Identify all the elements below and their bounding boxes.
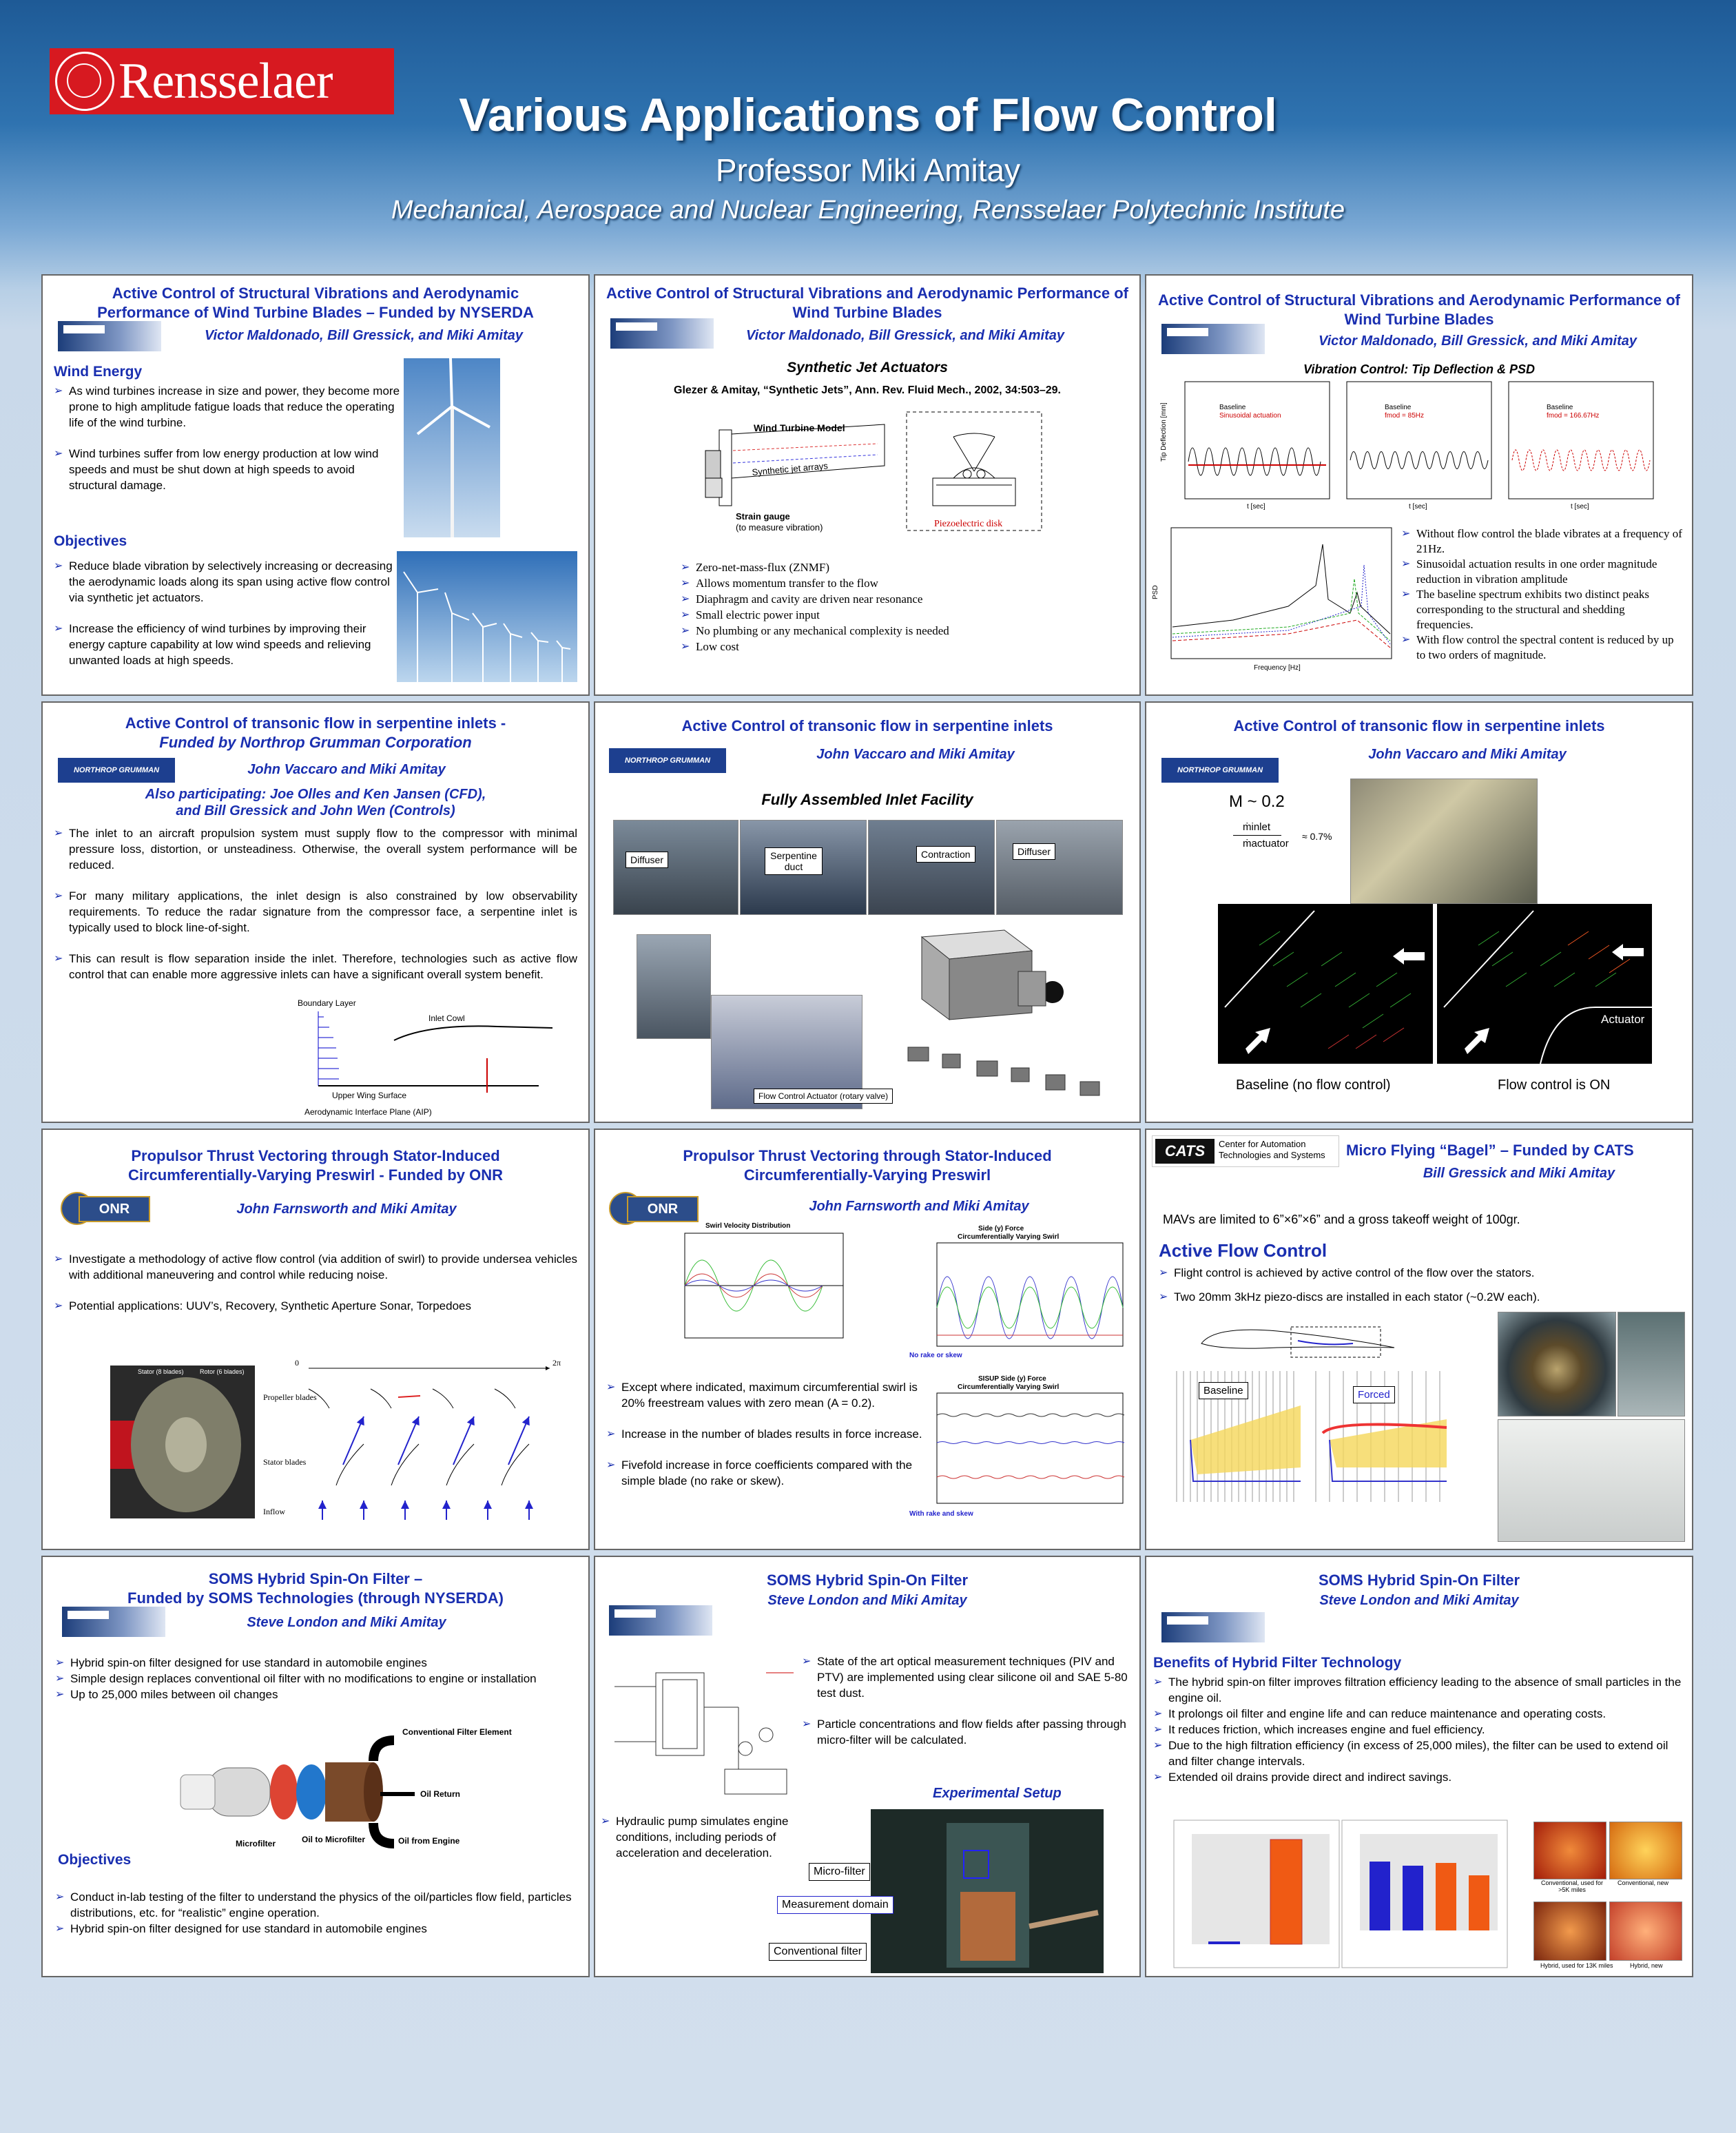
panel-funding: Funded by Northrop Grumman Corporation [159, 734, 472, 751]
panel-title: Active Control of transonic flow in serpentine inlets [681, 717, 1053, 734]
panel-inlet-facility [594, 701, 1141, 1123]
list-item: ➢ Investigate a methodology of active flow control (via addition of swirl) to provide undersea vehicles with additional maneuvering and control while reducing noise. [54, 1251, 577, 1283]
axis-two-pi: 2π [552, 1358, 561, 1368]
x-axis-label: t [sec] [1409, 503, 1427, 511]
label-micro-filter: Micro-filter [809, 1863, 870, 1881]
list-item: ➢ Simple design replaces conventional oil filter with no modifications to engine or installation [55, 1671, 579, 1687]
cats-name: Center for Automation Technologies and Systems [1219, 1139, 1325, 1160]
label-diffuser: Diffuser [626, 852, 668, 868]
panel-authors: Victor Maldonado, Bill Gressick, and Miki Amitay [746, 328, 1064, 343]
chart-title: Side (y) Force [978, 1225, 1024, 1233]
label-baseline: Baseline [1199, 1382, 1248, 1399]
panel-piv-results [1145, 701, 1693, 1123]
list-item: ➢ Except where indicated, maximum circumferential swirl is 20% freestream values with zero mean (A = 0.2). [606, 1379, 937, 1411]
section-heading: Objectives [58, 1852, 132, 1868]
list-item: ➢ Increase in the number of blades results in force increase. [606, 1426, 937, 1442]
psd-y-label: PSD [1152, 585, 1159, 599]
label-conventional-filter: Conventional filter [769, 1943, 867, 1961]
wind-farm-photo [397, 551, 577, 682]
list-item: ➢ Up to 25,000 miles between oil changes [55, 1687, 579, 1702]
list-item: ➢ Due to the high filtration efficiency (in excess of 25,000 miles), the filter can be used to extend oil and filter change intervals. [1153, 1738, 1686, 1769]
panel-serpentine-intro [41, 701, 590, 1123]
section-heading: Objectives [54, 533, 127, 549]
label-forced: Forced [1353, 1386, 1395, 1403]
panel-funding: Funded by SOMS Technologies (through NYSERDA) [127, 1589, 504, 1607]
northrop-logo: NORTHROP GRUMMAN [609, 748, 726, 773]
panel-title: Active Control of transonic flow in serpentine inlets - [125, 714, 506, 732]
panel-title: Propulsor Thrust Vectoring through Stator-Induced Circumferentially-Varying Preswirl - Funded by ONR [127, 1147, 504, 1184]
legend-baseline: Baseline [1219, 404, 1246, 411]
caption-flow-control: Flow control is ON [1498, 1078, 1611, 1093]
panel-title: Active Control of transonic flow in serpentine inlets [1233, 717, 1605, 734]
panel-authors: John Vaccaro and Miki Amitay [816, 747, 1015, 762]
label-measurement-domain: Measurement domain [777, 1896, 893, 1914]
x-axis-label: t [sec] [1247, 503, 1265, 511]
section-heading: Active Flow Control [1159, 1240, 1327, 1261]
rig-photo-small [637, 934, 711, 1039]
panel-title: SOMS Hybrid Spin-On Filter – [208, 1570, 423, 1587]
label-no-rake: No rake or skew [909, 1352, 962, 1359]
panel-participants: and Bill Gressick and John Wen (Controls) [176, 803, 455, 818]
legend-fmod-85: fmod = 85Hz [1385, 412, 1424, 420]
experimental-setup-photo [871, 1809, 1104, 1973]
label-diffuser: Diffuser [1013, 843, 1055, 860]
list-item: ➢ Without flow control the blade vibrates at a frequency of 21Hz. [1401, 526, 1684, 557]
benefits-list [1153, 1674, 1686, 1785]
caption-baseline: Baseline (no flow control) [1236, 1078, 1391, 1093]
list-item: ➢ This can result is flow separation inside the inlet. Therefore, technologies such as active flow control that can enable more aggressive inlets can have a significant overall system benefit. [54, 951, 577, 982]
list-item: ➢ The inlet to an aircraft propulsion system must supply flow to the compressor with minimal pressure loss, distortion, or unsteadiness. Otherwise, the overall system performance will be reduced. [54, 825, 577, 873]
micrograph-conventional-new [1609, 1822, 1682, 1879]
list-item: ➢ Two 20mm 3kHz piezo-discs are installed in each stator (~0.2W each). [1159, 1289, 1668, 1305]
panel-authors: Victor Maldonado, Bill Gressick, and Miki Amitay [205, 328, 523, 343]
bagel-list [1159, 1265, 1668, 1305]
sisup-force-chart [902, 1374, 1130, 1525]
list-item: ➢ It reduces friction, which increases engine and fuel efficiency. [1153, 1722, 1686, 1738]
nyserda-logo [609, 1605, 712, 1636]
chart-subtitle: Circumferentially Varying Swirl [958, 1233, 1060, 1241]
fraction-bar [1233, 835, 1281, 836]
bagel-photo-2 [1618, 1312, 1685, 1416]
x-axis-label: t [sec] [1571, 503, 1589, 511]
list-item: ➢ Hybrid spin-on filter designed for use standard in automobile engines [55, 1655, 579, 1671]
reference: Glezer & Amitay, “Synthetic Jets”, Ann. Rev. Fluid Mech., 2002, 34:503–29. [674, 384, 1061, 396]
objectives-list [54, 558, 405, 683]
piezo-photo [1498, 1419, 1685, 1542]
hydraulic-schematic [601, 1645, 807, 1804]
panel-authors: John Vaccaro and Miki Amitay [1368, 747, 1567, 762]
fig-label-conventional: Conventional Filter Element [402, 1727, 512, 1737]
caption-conventional-new: Conventional, new [1618, 1879, 1669, 1886]
fig-label-piezo: Piezoelectric disk [934, 519, 1003, 529]
swirl-velocity-chart [664, 1221, 850, 1352]
section-subtitle: Experimental Setup [933, 1786, 1062, 1801]
fig-label-oil-to: Oil to Microfilter [302, 1835, 366, 1844]
label-serpentine: Serpentine duct [765, 847, 823, 875]
section-subtitle: Synthetic Jet Actuators [787, 360, 948, 375]
inlet-diagram [291, 996, 559, 1120]
y-axis-label: Tip Deflection [mm] [1160, 402, 1168, 462]
tip-deflection-plots [1157, 379, 1681, 510]
list-item: ➢ As wind turbines increase in size and power, they become more prone to high amplitude fatigue loads that reduce the operating life of the wind turbine. [54, 383, 405, 431]
fig-label-aip: Aerodynamic Interface Plane (AIP) [304, 1107, 432, 1117]
list-item: ➢ Particle concentrations and flow fields after passing through micro-filter will be calculated. [802, 1716, 1130, 1748]
panel-authors: John Farnsworth and Miki Amitay [809, 1199, 1029, 1214]
soms-pump-list [601, 1813, 828, 1861]
legend-baseline: Baseline [1385, 404, 1412, 411]
panel-wind-energy [41, 274, 590, 696]
fig-label-gauge2: (to measure vibration) [736, 522, 823, 533]
panel-soms-setup [594, 1556, 1141, 1977]
panel-title: SOMS Hybrid Spin-On Filter [766, 1572, 969, 1589]
cats-logo [1152, 1135, 1339, 1167]
fig-label-wing: Upper Wing Surface [332, 1091, 407, 1100]
piv-baseline [1218, 904, 1433, 1064]
synthetic-jet-list [681, 559, 1039, 655]
blade-diagram [260, 1354, 584, 1527]
caption-hybrid-used: Hybrid, used for 13K miles [1540, 1962, 1613, 1969]
panel-authors: John Vaccaro and Miki Amitay [247, 762, 446, 777]
panel-authors: Steve London and Miki Amitay [767, 1593, 967, 1608]
section-heading: Wind Energy [54, 364, 143, 380]
propulsor-list [54, 1251, 577, 1329]
panel-title: SOMS Hybrid Spin-On Filter [1318, 1572, 1520, 1589]
psd-x-label: Frequency [Hz] [1254, 664, 1301, 672]
side-force-chart [902, 1225, 1130, 1363]
list-item: ➢ The hybrid spin-on filter improves filtration efficiency leading to the absence of small particles in the engine oil. [1153, 1674, 1686, 1706]
fig-label-stator: Stator (8 blades) [138, 1368, 184, 1375]
mass-flow-denominator: ṁactuator [1243, 838, 1289, 849]
northrop-logo: NORTHROP GRUMMAN [58, 758, 175, 783]
panel-authors: Steve London and Miki Amitay [1319, 1593, 1519, 1608]
facility-photo-3 [868, 820, 995, 915]
list-item: ➢ Increase the efficiency of wind turbines by improving their energy capture capability at low wind speeds and relieving unwanted loads at high speeds. [54, 621, 405, 668]
panel-soms-benefits [1145, 1556, 1693, 1977]
list-item: ➢ State of the art optical measurement techniques (PIV and PTV) are implemented using clear silicone oil and SAE 5-80 test dust. [802, 1653, 1130, 1701]
onr-wordmark: ONR [627, 1196, 699, 1222]
affiliation: Mechanical, Aerospace and Nuclear Engineering, Rensselaer Polytechnic Institute [391, 196, 1345, 225]
chart-title: SISUP Side (y) Force [978, 1375, 1046, 1383]
fig-label-microfilter: Microfilter [236, 1839, 276, 1848]
label-actuator: Flow Control Actuator (rotary valve) [754, 1089, 893, 1104]
soms-setup-list [802, 1653, 1130, 1748]
list-item: ➢ With flow control the spectral content is reduced by up to two orders of magnitude. [1401, 632, 1684, 663]
list-item: ➢ Low cost [681, 639, 1039, 655]
bagel-photo [1498, 1312, 1616, 1416]
panel-authors: Bill Gressick and Miki Amitay [1423, 1166, 1615, 1181]
propulsor-results-list [606, 1379, 937, 1489]
stator-airfoil-sketch [1195, 1316, 1401, 1364]
piv-flow-control [1437, 904, 1652, 1064]
fig-label-gauge: Strain gauge [736, 511, 790, 522]
panel-soms-intro [41, 1556, 590, 1977]
onr-wordmark: ONR [79, 1196, 150, 1222]
micrograph-conventional-used [1533, 1822, 1606, 1879]
chart-subtitle: Circumferentially Varying Swirl [958, 1383, 1060, 1391]
section-heading: Benefits of Hybrid Filter Technology [1153, 1655, 1402, 1671]
list-item: ➢ Allows momentum transfer to the flow [681, 575, 1039, 591]
particle-count-chart [1174, 1820, 1339, 1968]
list-item: ➢ Fivefold increase in force coefficients compared with the simple blade (no rake or skew). [606, 1457, 937, 1489]
section-subtitle: Vibration Control: Tip Deflection & PSD [1303, 362, 1535, 376]
list-item: ➢ Hydraulic pump simulates engine conditions, including periods of acceleration and deceleration. [601, 1813, 828, 1861]
mass-flow-numerator: ṁinlet [1243, 821, 1271, 833]
legend-fmod-166: fmod = 166.67Hz [1547, 412, 1600, 420]
list-item: ➢ Potential applications: UUV’s, Recovery, Synthetic Aperture Sonar, Torpedoes [54, 1298, 577, 1314]
panel-authors: Victor Maldonado, Bill Gressick, and Miki Amitay [1319, 333, 1637, 349]
fig-label-cowl: Inlet Cowl [428, 1013, 465, 1023]
list-item: ➢ Flight control is achieved by active control of the flow over the stators. [1159, 1265, 1668, 1281]
micrograph-hybrid-used [1533, 1902, 1606, 1961]
inlet-model-photo [1350, 779, 1538, 904]
list-item: ➢ Zero-net-mass-flux (ZNMF) [681, 559, 1039, 575]
fig-label-jets: Synthetic jet arrays [751, 460, 829, 477]
facility-photo-4 [996, 820, 1123, 915]
list-item: ➢ Small electric power input [681, 607, 1039, 623]
soms-objectives-list [55, 1889, 579, 1937]
poster-title: Various Applications of Flow Control [459, 89, 1277, 141]
fig-label-boundary: Boundary Layer [298, 998, 356, 1008]
list-item: ➢ Reduce blade vibration by selectively increasing or decreasing the aerodynamic loads along its span using active flow control via synthetic jet actuators. [54, 558, 405, 606]
label-actuator: Actuator [1601, 1013, 1645, 1026]
actuator-cad [867, 923, 1128, 1109]
panel-synthetic-jets [594, 274, 1141, 696]
axis-zero: 0 [295, 1358, 299, 1368]
psd-plot [1150, 524, 1405, 675]
section-subtitle: Fully Assembled Inlet Facility [761, 791, 973, 808]
panel-title: Active Control of Structural Vibrations and Aerodynamic Performance of Wind Turbine Blades – Funded by NYSERDA [97, 285, 534, 321]
mav-intro: MAVs are limited to 6”×6”×6” and a gross takeoff weight of 100gr. [1163, 1213, 1520, 1226]
legend-sinusoidal: Sinusoidal actuation [1219, 412, 1281, 420]
list-item: ➢ It prolongs oil filter and engine life and can reduce maintenance and operating costs. [1153, 1706, 1686, 1722]
list-item: ➢ Hybrid spin-on filter designed for use standard in automobile engines [55, 1921, 579, 1937]
fig-label-stator-blades: Stator blades [263, 1457, 307, 1467]
list-item: ➢ Conduct in-lab testing of the filter to understand the physics of the oil/particles flow field, particles distributions, etc. for “realistic” engine operation. [55, 1889, 579, 1921]
panel-authors: Steve London and Miki Amitay [247, 1615, 446, 1630]
list-item: ➢ Extended oil drains provide direct and indirect savings. [1153, 1769, 1686, 1785]
list-item: ➢ No plumbing or any mechanical complexity is needed [681, 623, 1039, 639]
wind-energy-list [54, 383, 405, 508]
list-item: ➢ Sinusoidal actuation results in one order magnitude reduction in vibration amplitude [1401, 557, 1684, 587]
fig-label-oil-from: Oil from Engine [398, 1836, 460, 1846]
propulsor-photo [110, 1366, 255, 1518]
fig-label-inflow: Inflow [263, 1507, 285, 1516]
presenter: Professor Miki Amitay [715, 152, 1021, 188]
mach-number: M ~ 0.2 [1229, 792, 1285, 811]
label-contraction: Contraction [916, 846, 975, 863]
nyserda-logo [1161, 1612, 1265, 1642]
caption-conventional-used: Conventional, used for >5K miles [1540, 1879, 1604, 1893]
onr-logo [609, 1192, 699, 1224]
list-item: ➢ The baseline spectrum exhibits two distinct peaks corresponding to the structural and shedding frequencies. [1401, 587, 1684, 632]
panel-propulsor-results [594, 1129, 1141, 1550]
legend-baseline: Baseline [1547, 404, 1573, 411]
synthetic-jet-diagram [692, 409, 1050, 547]
micrograph-hybrid-new [1609, 1902, 1682, 1961]
list-item: ➢ Diaphragm and cavity are driven near resonance [681, 591, 1039, 607]
panel-title: Active Control of Structural Vibrations and Aerodynamic Performance of Wind Turbine Blades [606, 285, 1128, 321]
label-with-rake: With rake and skew [909, 1510, 973, 1518]
panel-vibration-control [1145, 274, 1693, 696]
panel-participants: Also participating: Joe Olles and Ken Jansen (CFD), [145, 787, 486, 802]
serpentine-list [54, 825, 577, 998]
northrop-logo: NORTHROP GRUMMAN [1161, 758, 1279, 783]
panel-title: Active Control of Structural Vibrations and Aerodynamic Performance of Wind Turbine Blades [1158, 291, 1680, 328]
list-item: ➢ Wind turbines suffer from low energy production at low wind speeds and must be shut down at high speeds to avoid structural damage. [54, 446, 405, 493]
fig-label-model: Wind Turbine Model [754, 422, 845, 433]
panel-authors: John Farnsworth and Miki Amitay [236, 1202, 457, 1217]
cats-wordmark: CATS [1155, 1139, 1215, 1164]
fig-label-propeller: Propeller blades [263, 1392, 317, 1402]
logo-wordmark: Rensselaer [118, 52, 333, 110]
panel-title: Propulsor Thrust Vectoring through Stator-Induced Circumferentially-Varying Preswirl [683, 1147, 1052, 1184]
soms-intro-list [55, 1655, 579, 1702]
fig-label-oil-return: Oil Return [420, 1789, 461, 1799]
mass-flow-ratio: ≈ 0.7% [1302, 831, 1332, 842]
panel-propulsor-intro [41, 1129, 590, 1550]
vibration-list [1401, 526, 1684, 663]
nyserda-logo [1161, 324, 1265, 354]
wind-turbine-photo [404, 358, 500, 537]
fig-label-rotor: Rotor (6 blades) [200, 1368, 245, 1375]
panel-micro-bagel [1145, 1129, 1693, 1550]
fiber-thickness-chart [1342, 1820, 1507, 1968]
caption-hybrid-new: Hybrid, new [1630, 1962, 1663, 1969]
filter-cutaway [167, 1713, 512, 1851]
panel-title: Micro Flying “Bagel” – Funded by CATS [1346, 1142, 1634, 1159]
chart-title: Swirl Velocity Distribution [705, 1222, 791, 1230]
list-item: ➢ For many military applications, the inlet design is also constrained by low observability requirements. To reduce the radar signature from the compressor face, a serpentine inlet is typically used to block line-of-sight. [54, 888, 577, 936]
